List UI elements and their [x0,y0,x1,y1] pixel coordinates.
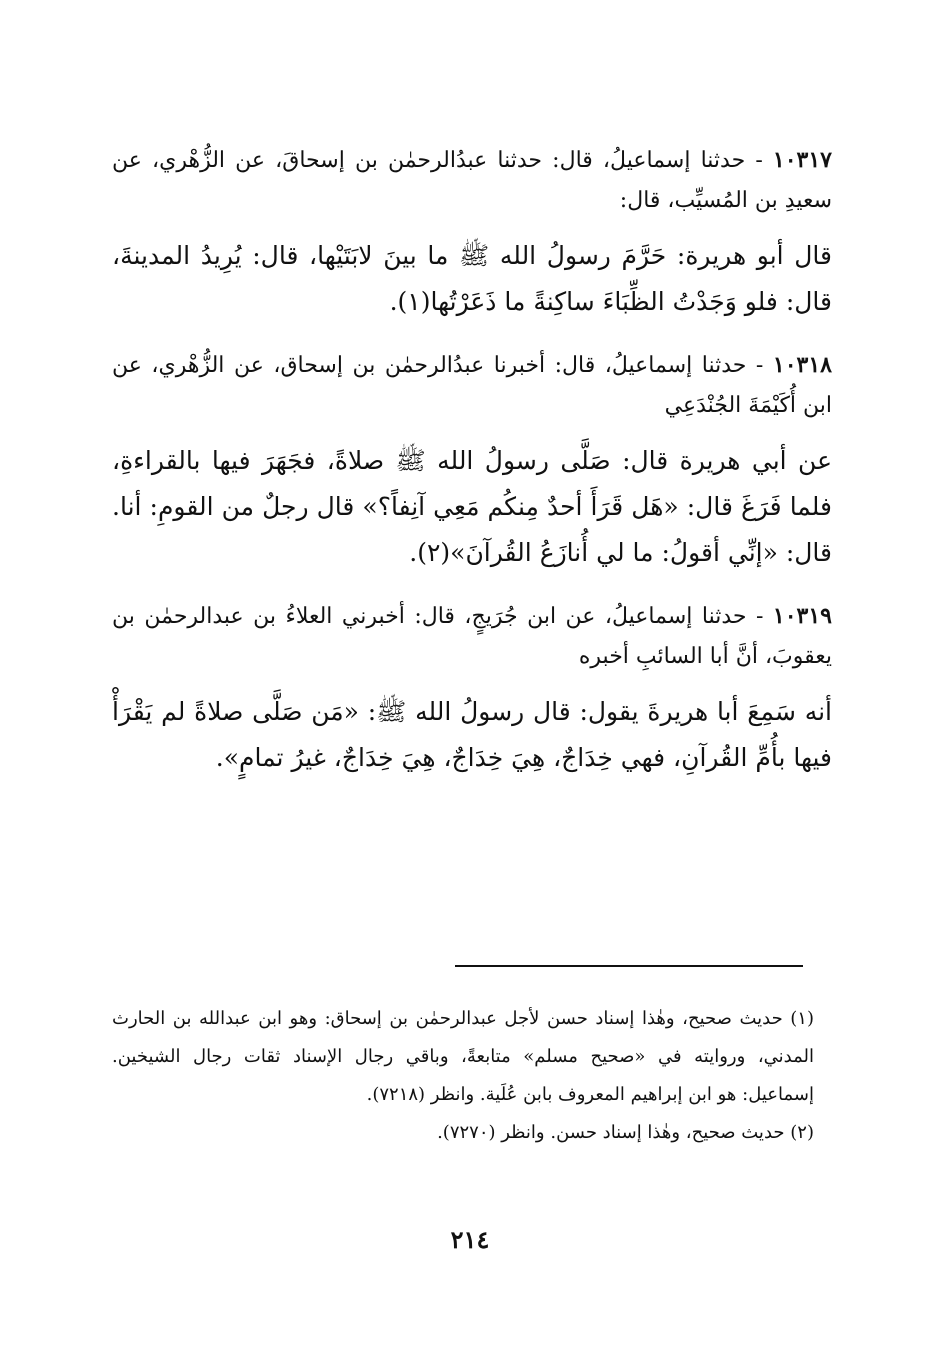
footnote-2-text: حديث صحيح، وهٰذا إسناد حسن. وانظر (٧٢٧٠). [437,1122,785,1143]
hadith-2-matn: عن أبي هريرة قال: صَلَّى رسولُ الله ﷺ صلاةً، فجَهَرَ فيها بالقراءةِ، فلما فَرَغَ قال: «هَل قَرَأَ أحدٌ مِنكُم مَعِي آنِفاً؟» قال رجلٌ من القومِ: أنا. قال: «إنِّي أقولُ: ما لي أُنازَعُ القُرآنَ»(٢). [112,446,832,567]
hadith-1-number: ١٠٣١٧ [772,147,832,173]
hadith-2-number: ١٠٣١٨ [772,352,832,378]
footnote-divider [455,965,803,967]
hadith-3-isnad: ١٠٣١٩ - حدثنا إسماعيلُ، عن ابن جُرَيجٍ، قال: أخبرني العلاءُ بن عبدالرحمٰن بن يعقوبَ، أنَّ أبا السائبِ أخبره [112,603,832,669]
footnote-1-text: حديث صحيح، وهٰذا إسناد حسن لأجل عبدالرحمٰن بن إسحاق: وهو ابن عبدالله بن الحارث المدني، وروايته في «صحيح مسلم» متابعةً، وباقي رجال الإسناد ثقات رجال الشيخين. إسماعيل: هو ابن إبراهيم المعروف بابن عُلَية. وانظر (٧٢١٨). [112,1008,814,1105]
hadith-text-block [112,140,832,781]
hadith-3-isnad-text: حدثنا إسماعيلُ، عن ابن جُرَيجٍ، قال: أخبرني العلاءُ بن عبدالرحمٰن بن يعقوبَ، أنَّ أبا السائبِ أخبره [112,604,832,669]
hadith-1-isnad-text: حدثنا إسماعيلُ، قال: حدثنا عبدُالرحمٰن بن إسحاقَ، عن الزُّهْري، عن سعيدِ بن المُسيِّب، قال: [112,148,832,213]
footnote-1 [112,1000,814,1114]
hadith-2-isnad-text: حدثنا إسماعيلُ، قال: أخبرنا عبدُالرحمٰن بن إسحاق، عن الزُّهْري، عن ابن أُكَيْمَةَ الجُنْدَعِي [112,353,832,418]
hadith-1-matn: قال أبو هريرة: حَرَّمَ رسولُ الله ﷺ ما بينَ لابَتَيْها، قال: يُرِيدُ المدينةَ، قال: فلو وَجَدْتُ الظِّبَاءَ ساكِنةً ما ذَعَرْتُها(١). [112,241,832,316]
footnotes-block [112,1000,814,1152]
hadith-3-matn: أنه سَمِعَ أبا هريرةَ يقول: قال رسولُ الله ﷺ: «مَن صَلَّى صلاةً لم يَقْرَأْ فيها بأُمِّ القُرآنِ، فهي خِدَاجٌ، هِيَ خِدَاجٌ، هِيَ خِدَاجٌ، غيرُ تمامٍ». [112,697,833,772]
hadith-3-number: ١٠٣١٩ [772,603,832,629]
hadith-1-isnad: ١٠٣١٧ - حدثنا إسماعيلُ، قال: حدثنا عبدُالرحمٰن بن إسحاقَ، عن الزُّهْري، عن سعيدِ بن المُسيِّب، قال: [112,147,832,213]
hadith-2-isnad: ١٠٣١٨ - حدثنا إسماعيلُ، قال: أخبرنا عبدُالرحمٰن بن إسحاق، عن الزُّهْري، عن ابن أُكَيْمَةَ الجُنْدَعِي [112,352,832,418]
page-number: ٢١٤ [450,1225,490,1254]
footnote-2 [112,1114,814,1152]
footnote-2-marker: (٢) [790,1122,814,1143]
footnote-1-marker: (١) [790,1008,814,1029]
